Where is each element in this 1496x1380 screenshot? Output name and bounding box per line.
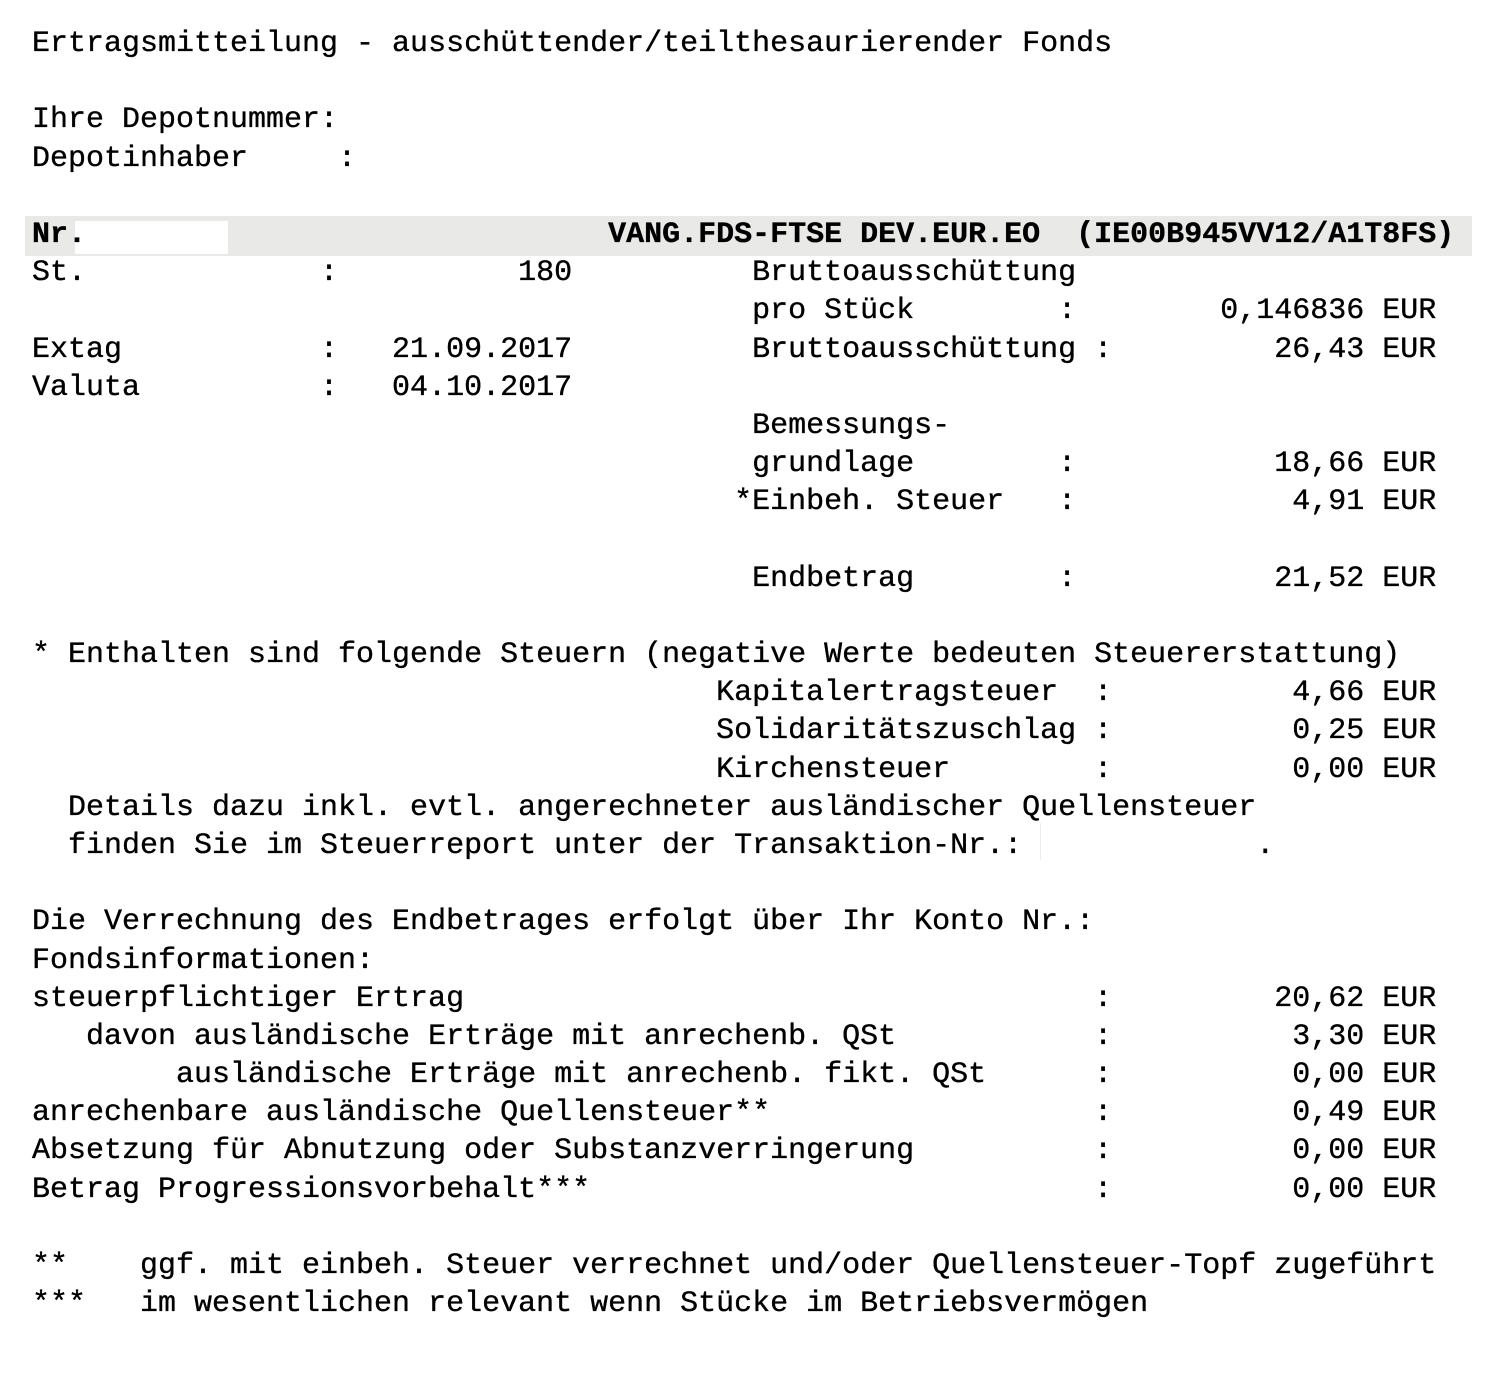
depreciation-line: Absetzung für Abnutzung oder Substanzverringerung : 0,00 EUR bbox=[32, 1134, 1437, 1169]
progression-reserve-line: Betrag Progressionsvorbehalt*** : 0,00 EUR bbox=[32, 1172, 1437, 1207]
account-holder-line: Depotinhaber : bbox=[32, 141, 357, 176]
capital-gains-tax-line: Kapitalertragsteuer : 4,66 EUR bbox=[32, 676, 1437, 711]
assessment-base-label-line: Bemessungs- bbox=[32, 408, 951, 443]
value-date-line: Valuta : 04.10.2017 bbox=[32, 370, 573, 405]
settlement-account-line: Die Verrechnung des Endbetrages erfolgt über Ihr Konto Nr.: bbox=[32, 905, 1095, 940]
details-note-line-1: Details dazu inkl. evtl. angerechneter ausländischer Quellensteuer bbox=[32, 790, 1257, 825]
withheld-tax-line: *Einbeh. Steuer : 4,91 EUR bbox=[32, 485, 1437, 520]
footnote-triple-star-line: *** im wesentlichen relevant wenn Stücke im Betriebsvermögen bbox=[32, 1287, 1149, 1322]
foreign-income-qst-line: davon ausländische Erträge mit anrechenb. QSt : 3,30 EUR bbox=[32, 1019, 1437, 1054]
final-amount-line: Endbetrag : 21,52 EUR bbox=[32, 561, 1437, 596]
fund-information-heading-line: Fondsinformationen: bbox=[32, 943, 375, 978]
blank-line bbox=[32, 178, 1454, 216]
taxes-note-line: * Enthalten sind folgende Steuern (negative Werte bedeuten Steuererstattung) bbox=[32, 638, 1401, 672]
solidarity-surcharge-line: Solidaritätszuschlag : 0,25 EUR bbox=[32, 714, 1437, 749]
shares-line: St. : 180 Bruttoausschüttung bbox=[32, 256, 1077, 291]
foreign-income-fikt-qst-line: ausländische Erträge mit anrechenb. fikt. QSt : 0,00 EUR bbox=[32, 1058, 1437, 1093]
footnote-double-star-line: ** ggf. mit einbeh. Steuer verrechnet und/oder Quellensteuer-Topf zugeführt bbox=[32, 1249, 1437, 1283]
per-unit-distribution-line: pro Stück : 0,146836 EUR bbox=[32, 294, 1437, 329]
position-header-line: Nr. VANG.FDS-FTSE DEV.EUR.EO (IE00B945VV12/A1T8FS) bbox=[32, 217, 1455, 252]
church-tax-line: Kirchensteuer : 0,00 EUR bbox=[32, 752, 1437, 787]
depot-number-line: Ihre Depotnummer: bbox=[32, 103, 339, 138]
blank-line bbox=[32, 521, 1454, 559]
creditable-withholding-line: anrechenbare ausländische Quellensteuer** : 0,49 EUR bbox=[32, 1096, 1437, 1131]
blank-line bbox=[32, 865, 1454, 903]
blank-line bbox=[32, 1209, 1454, 1247]
taxable-income-line: steuerpflichtiger Ertrag : 20,62 EUR bbox=[32, 981, 1437, 1016]
title-line: Ertragsmitteilung - ausschüttender/teilthesaurierender Fonds bbox=[32, 27, 1113, 61]
blank-line bbox=[32, 63, 1454, 101]
blank-line bbox=[32, 598, 1454, 636]
details-note-line-2: finden Sie im Steuerreport unter der Transaktion-Nr.: . bbox=[32, 828, 1275, 863]
ex-date-gross-line: Extag : 21.09.2017 Bruttoausschüttung : 26,43 EUR bbox=[32, 332, 1437, 367]
assessment-base-value-line: grundlage : 18,66 EUR bbox=[32, 447, 1437, 482]
document-text bbox=[32, 25, 1454, 1323]
